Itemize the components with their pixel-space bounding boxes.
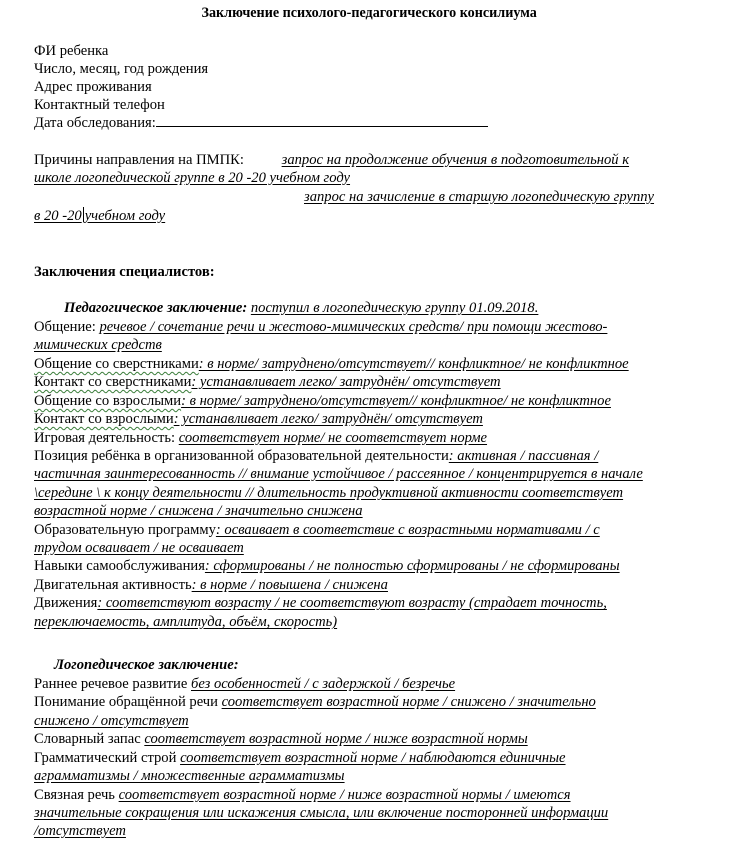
ped-heading-line — [64, 299, 538, 317]
position-row-cont-3: возрастной норме / снижена / значительно снижена — [34, 503, 363, 519]
position-row: Позиция ребёнка в организованной образовательной деятельности: активная / пассивная / — [34, 448, 599, 464]
grammar-row: Грамматический строй соответствует возрастной норме / наблюдаются единичные — [34, 750, 566, 766]
text-cursor — [83, 207, 84, 222]
peers-contact-row: Контакт со сверстниками: устанавливает легко/ затруднён/ отсутствует — [34, 374, 501, 390]
play-activity-row: Игровая деятельность: соответствует норме/ не соответствует норме — [34, 430, 488, 446]
referral-line-1 — [34, 151, 629, 169]
communication-row-cont: мимических средств — [34, 337, 162, 353]
comprehension-row: Понимание обращённой речи соответствует возрастной норме / снижено / значительно — [34, 694, 596, 710]
adults-contact-row: Контакт со взрослыми: устанавливает легко/ затруднён/ отсутствует — [34, 411, 483, 427]
program-row: Образовательную программу: осваивает в соответствие с возрастными нормативами / с — [34, 522, 600, 538]
logo-heading: Логопедическое заключение: — [54, 657, 239, 673]
program-row-cont: трудом осваивает / не осваивает — [34, 540, 244, 556]
birth-date-field: Число, месяц, год рождения — [34, 61, 209, 77]
phone-field: Контактный телефон — [34, 97, 165, 113]
ped-heading: Педагогическое заключение: — [64, 300, 248, 316]
coherent-speech-row-cont-1: значительные сокращения или искажения смысла, или включение посторонней информации — [34, 805, 609, 821]
referral-line-4: в 20 -20 учебном году — [34, 208, 166, 224]
address-field: Адрес проживания — [34, 79, 152, 95]
adults-communication-row: Общение со взрослыми: в норме/ затруднено/отсутствует// конфликтное/ не конфликтное — [34, 393, 611, 409]
motor-activity-row: Двигательная активность: в норме / повышена / снижена — [34, 577, 388, 593]
referral-line-2: школе логопедической группе в 20 -20 учебном году — [34, 170, 351, 186]
exam-date-field — [34, 114, 488, 132]
ped-heading-value: поступил в логопедическую группу 01.09.2018. — [250, 300, 539, 316]
position-row-cont-2: \середине \ к концу деятельности // длительность продуктивной активности соответствует — [34, 485, 624, 501]
coherent-speech-row: Связная речь соответствует возрастной норме / ниже возрастной нормы / имеются — [34, 787, 571, 803]
exam-date-blank — [156, 114, 488, 127]
position-row-cont-1: частичная заинтересованность // внимание устойчивое / рассеянное / концентрируется в начале — [34, 466, 643, 482]
movements-row-cont: переключаемость, амплитуда, объём, скорость) — [34, 614, 338, 630]
grammar-row-cont: аграмматизмы / множественные аграмматизмы — [34, 768, 345, 784]
early-speech-row: Раннее речевое развитие без особенностей / с задержкой / безречье — [34, 676, 456, 692]
coherent-speech-row-cont-2: /отсутствует — [34, 823, 126, 839]
referral-reason-2: запрос на зачисление в старшую логопедическую группу — [304, 189, 655, 205]
movements-row: Движения: соответствуют возрасту / не соответствуют возрасту (страдает точность, — [34, 595, 607, 611]
specialists-heading: Заключения специалистов: — [34, 264, 215, 280]
communication-row: Общение: речевое / сочетание речи и жестово-мимических средств/ при помощи жестово- — [34, 319, 608, 335]
child-name-field: ФИ ребенка — [34, 43, 109, 59]
exam-date-label: Дата обследования: — [34, 115, 156, 131]
vocabulary-row: Словарный запас соответствует возрастной норме / ниже возрастной нормы — [34, 731, 528, 747]
comprehension-row-cont: снижено / отсутствует — [34, 713, 189, 729]
referral-reason-1: запрос на продолжение обучения в подготовительной к — [281, 152, 630, 168]
document-title: Заключение психолого-педагогического консилиума — [201, 5, 537, 21]
referral-label: Причины направления на ПМПК: — [34, 152, 244, 168]
peers-communication-row: Общение со сверстниками: в норме/ затруднено/отсутствует// конфликтное/ не конфликтное — [34, 356, 629, 372]
selfcare-row: Навыки самообслуживания: сформированы / не полностью сформированы / не сформированы — [34, 558, 620, 574]
